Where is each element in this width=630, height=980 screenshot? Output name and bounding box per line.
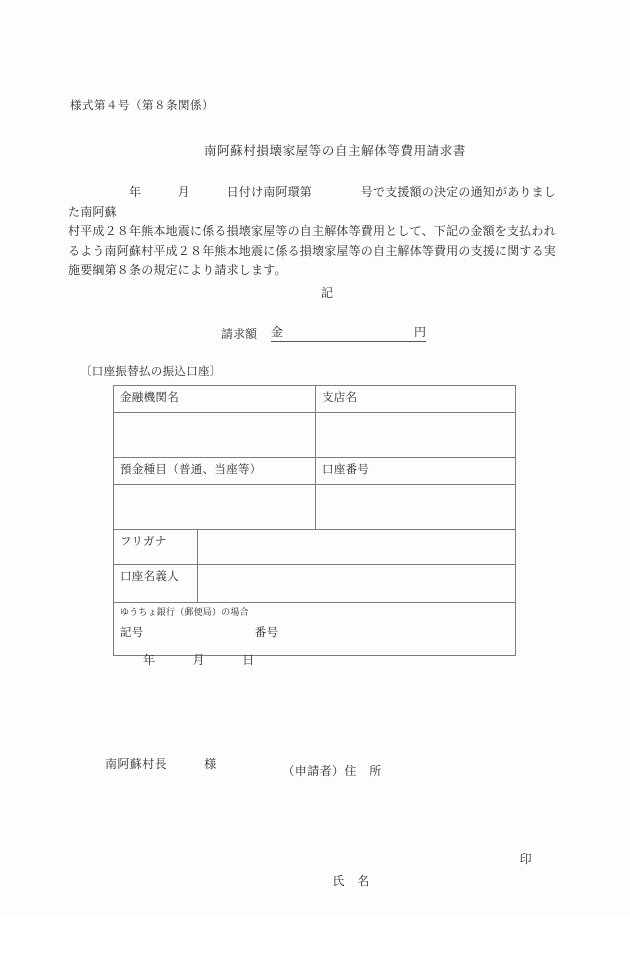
account-number-input[interactable] xyxy=(316,485,516,530)
table-row xyxy=(114,413,516,458)
seal-mark: 印 xyxy=(519,852,532,866)
deposit-type-label: 預金種目（普通、当座等） xyxy=(114,458,316,485)
form-number: 様式第４号（第８条関係） xyxy=(70,100,214,112)
signature-date-line[interactable]: 年 月 日 xyxy=(143,653,255,667)
account-section-heading: 〔口座振替払の振込口座〕 xyxy=(80,366,222,378)
applicant-name-row xyxy=(262,848,532,936)
ki-heading: 記 xyxy=(320,286,333,300)
branch-name-input[interactable] xyxy=(316,413,516,458)
addressee-line: 南阿蘇村長 様 xyxy=(105,757,217,771)
bank-account-table xyxy=(113,385,516,656)
deposit-type-input[interactable] xyxy=(114,485,316,530)
table-row xyxy=(114,530,516,565)
currency-suffix: 円 xyxy=(414,325,427,339)
applicant-name-label: 氏 名 xyxy=(332,874,370,888)
body-line-1: 年 月 日付け南阿環第 号で支援額の決定の通知がありました南阿蘇 xyxy=(68,185,557,219)
body-line-3: るよう南阿蘇村平成２８年熊本地震に係る損壊家屋等の自主解体等費用の支援に関する実 xyxy=(68,243,557,258)
yucho-bank-cell[interactable] xyxy=(114,603,516,656)
body-line-4: 施要綱第８条の規定により請求します。 xyxy=(68,263,287,277)
branch-name-label: 支店名 xyxy=(316,386,516,413)
account-holder-input[interactable] xyxy=(198,565,516,603)
claim-amount-row xyxy=(221,323,426,342)
table-row xyxy=(114,386,516,413)
document-title: 南阿蘇村損壊家屋等の自主解体等費用請求書 xyxy=(203,144,466,158)
applicant-block xyxy=(262,694,532,980)
furigana-label: フリガナ xyxy=(114,530,198,565)
table-row xyxy=(114,565,516,603)
account-number-label: 口座番号 xyxy=(316,458,516,485)
bank-name-label: 金融機関名 xyxy=(114,386,316,413)
table-row xyxy=(114,485,516,530)
body-paragraph xyxy=(68,183,568,281)
table-row xyxy=(114,458,516,485)
yucho-fields xyxy=(120,624,509,640)
account-holder-label: 口座名義人 xyxy=(114,565,198,603)
yucho-note: ゆうちょ銀行（郵便局）の場合 xyxy=(120,607,249,617)
claim-amount-label: 請求額 xyxy=(221,327,258,341)
body-line-2: 村平成２８年熊本地震に係る損壊家屋等の自主解体等費用として、下記の金額を支払われ xyxy=(68,224,556,238)
currency-prefix: 金 xyxy=(271,325,284,339)
claim-amount-field[interactable] xyxy=(271,323,426,342)
applicant-address-row xyxy=(262,738,532,804)
bank-name-input[interactable] xyxy=(114,413,316,458)
table-row xyxy=(114,603,516,656)
applicant-address-label: （申請者）住 所 xyxy=(282,764,382,778)
furigana-input[interactable] xyxy=(198,530,516,565)
yucho-bango-label: 番号 xyxy=(254,627,279,639)
yucho-kigo-label: 記号 xyxy=(120,627,144,639)
